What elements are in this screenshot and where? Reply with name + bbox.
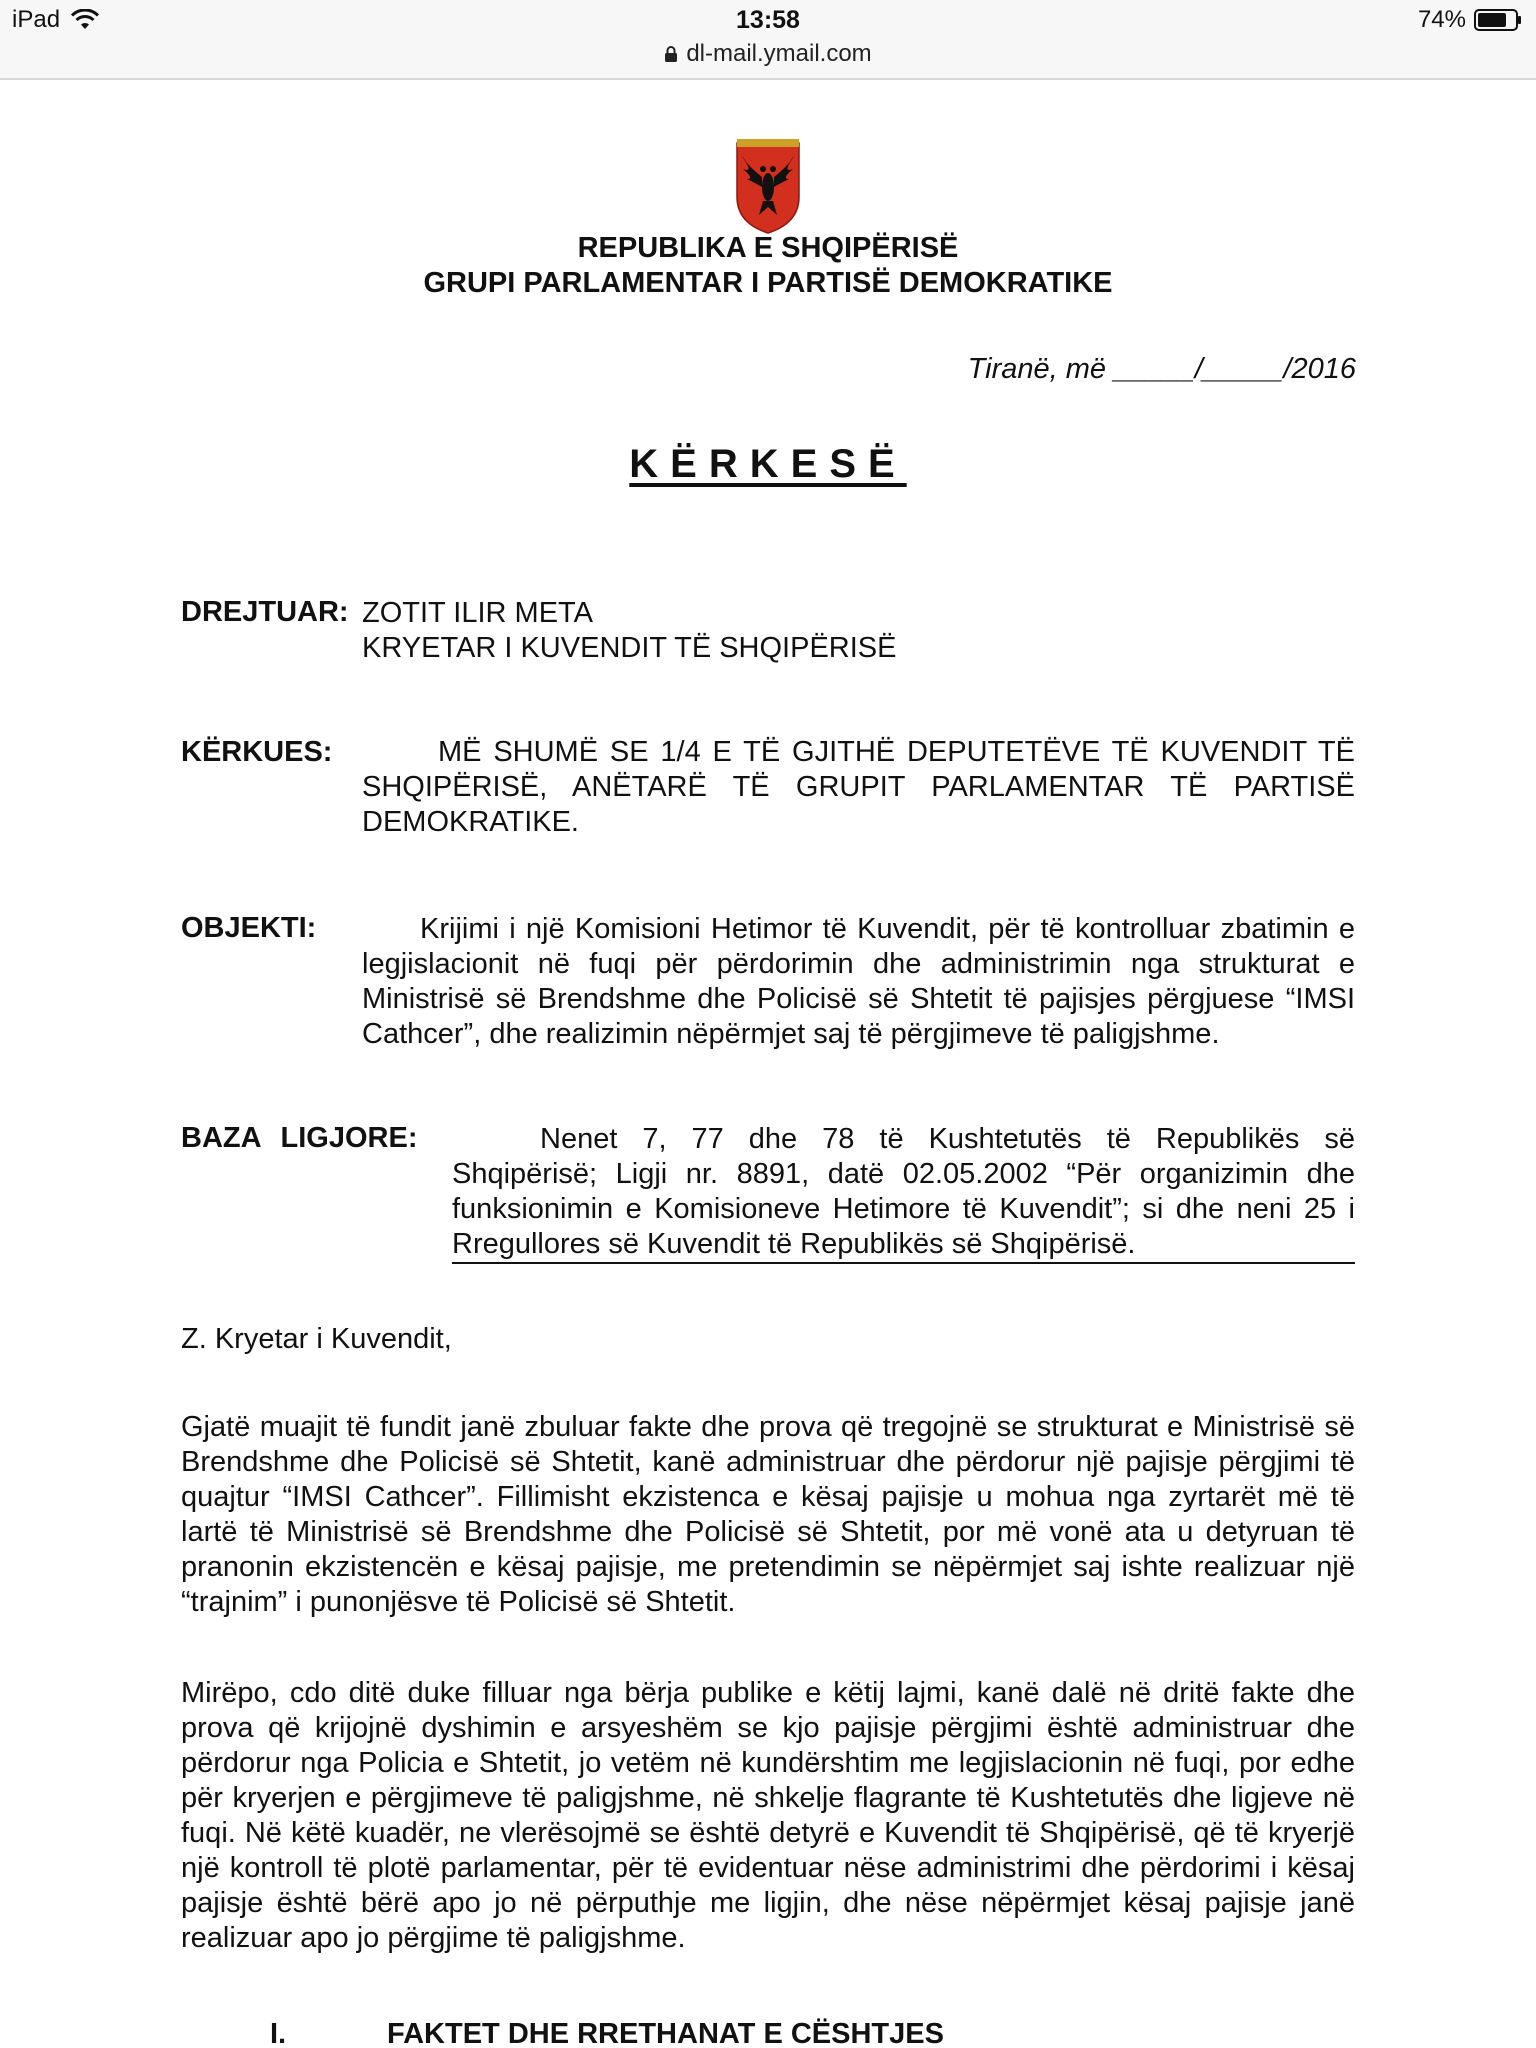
albanian-coat-of-arms-emblem [733,135,803,235]
device-name: iPad [12,6,61,33]
drejtuar-label: DREJTUAR: [181,596,349,628]
section-title: FAKTET DHE RRETHANAT E CËSHTJES [387,2018,944,2048]
kerkues-text: MË SHUMË SE 1/4 E TË GJITHË DEPUTETËVE TË KUVENDIT TË SHQIPËRISË, ANËTARË TË GRUPIT PARLAMENTAR TË PARTISË DEMOKRATIKE. [362,736,1355,838]
body-paragraph-2: Mirëpo, cdo ditë duke filluar nga bërja publike e këtij lajmi, kanë dalë në dritë fakte dhe prova që krijojnë dyshimin e arsyeshëm se kjo pajisje përgjimi është administruar dhe përdorur nga Policia e Shtetit, jo vetëm në kundërshtim me legjislacionin në fuqi, por edhe për kryerjen e përgjimeve të paligjshme, në shkelje flagrante të Kushtetutës dhe ligjeve në fuqi. Në këtë kuadër, ne vlerësojmë se është detyrë e Kuvendit të Shqipërisë, që të kryerjë një kontroll të plotë parlamentar, për të evidentuar nëse administrimi dhe përdorimi i kësaj pajisje është bërë apo jo në përputhje me ligjin, dhe nëse nëpërmjet kësaj pajisje janë realizuar apo jo përgjime të paligjshme. [181,1677,1355,1954]
clock: 13:58 [736,6,800,34]
url-text: dl-mail.ymail.com [686,40,872,67]
objekti-text: Krijimi i një Komisioni Hetimor të Kuvendit, për të kontrolluar zbatimin e legjislacionit në fuqi për përdorimin dhe administrimin nga strukturat e Ministrisë së Brendshme dhe Policisë së Shtetit të pajisjes përgjuese “IMSI Cathcer”, dhe realizimin nëpërmjet saj të përgjimeve të paligjshme. [362,913,1355,1050]
status-right [1418,6,1522,34]
header-republic: REPUBLIKA E SHQIPËRISË [577,232,959,264]
battery-icon [1474,9,1522,31]
status-bar [0,0,1536,80]
document-title: KËRKESË [629,442,907,486]
drejtuar-recipient-title: KRYETAR I KUVENDIT TË SHQIPËRISË [362,632,897,664]
header-parliamentary-group: GRUPI PARLAMENTAR I PARTISË DEMOKRATIKE [423,267,1113,299]
dateline: Tiranë, më _____/_____/2016 [967,353,1356,385]
battery-percent: 74% [1417,6,1466,33]
kerkues-label: KËRKUES: [181,736,333,768]
drejtuar-recipient: ZOTIT ILIR META [362,597,593,629]
baza-ligjore-label: BAZA LIGJORE: [181,1122,418,1154]
address-bar[interactable] [0,40,1536,68]
section-number: I. [270,2018,287,2048]
lock-icon [664,45,678,63]
objekti-label: OBJEKTI: [181,912,317,944]
document-page [0,80,1536,2048]
greeting: Z. Kryetar i Kuvendit, [181,1323,452,1355]
baza-ligjore-text: Nenet 7, 77 dhe 78 të Kushtetutës të Republikës së Shqipërisë; Ligji nr. 8891, datë 02.05.2002 “Për organizimin dhe funksionimin e Komisioneve Hetimore të Kuvendit”; si dhe neni 25 i Rregullores së Kuvendit të Republikës së Shqipërisë. [452,1122,1355,1264]
body-paragraph-1: Gjatë muajit të fundit janë zbuluar fakte dhe prova që tregojnë se strukturat e Ministrisë së Brendshme dhe Policisë së Shtetit, kanë administruar dhe përdorur një pajisje përgjimi të quajtur “IMSI Cathcer”. Fillimisht ekzistenca e kësaj pajisje u mohua nga zyrtarët më të lartë të Ministrisë së Brendshme dhe Policisë së Shtetit, por më vonë ata u detyruan të pranonin ekzistencën e kësaj pajisje, me pretendimin se nëpërmjet saj ishte realizuar një “trajnim” i punonjësve të Policisë së Shtetit. [181,1411,1355,1618]
